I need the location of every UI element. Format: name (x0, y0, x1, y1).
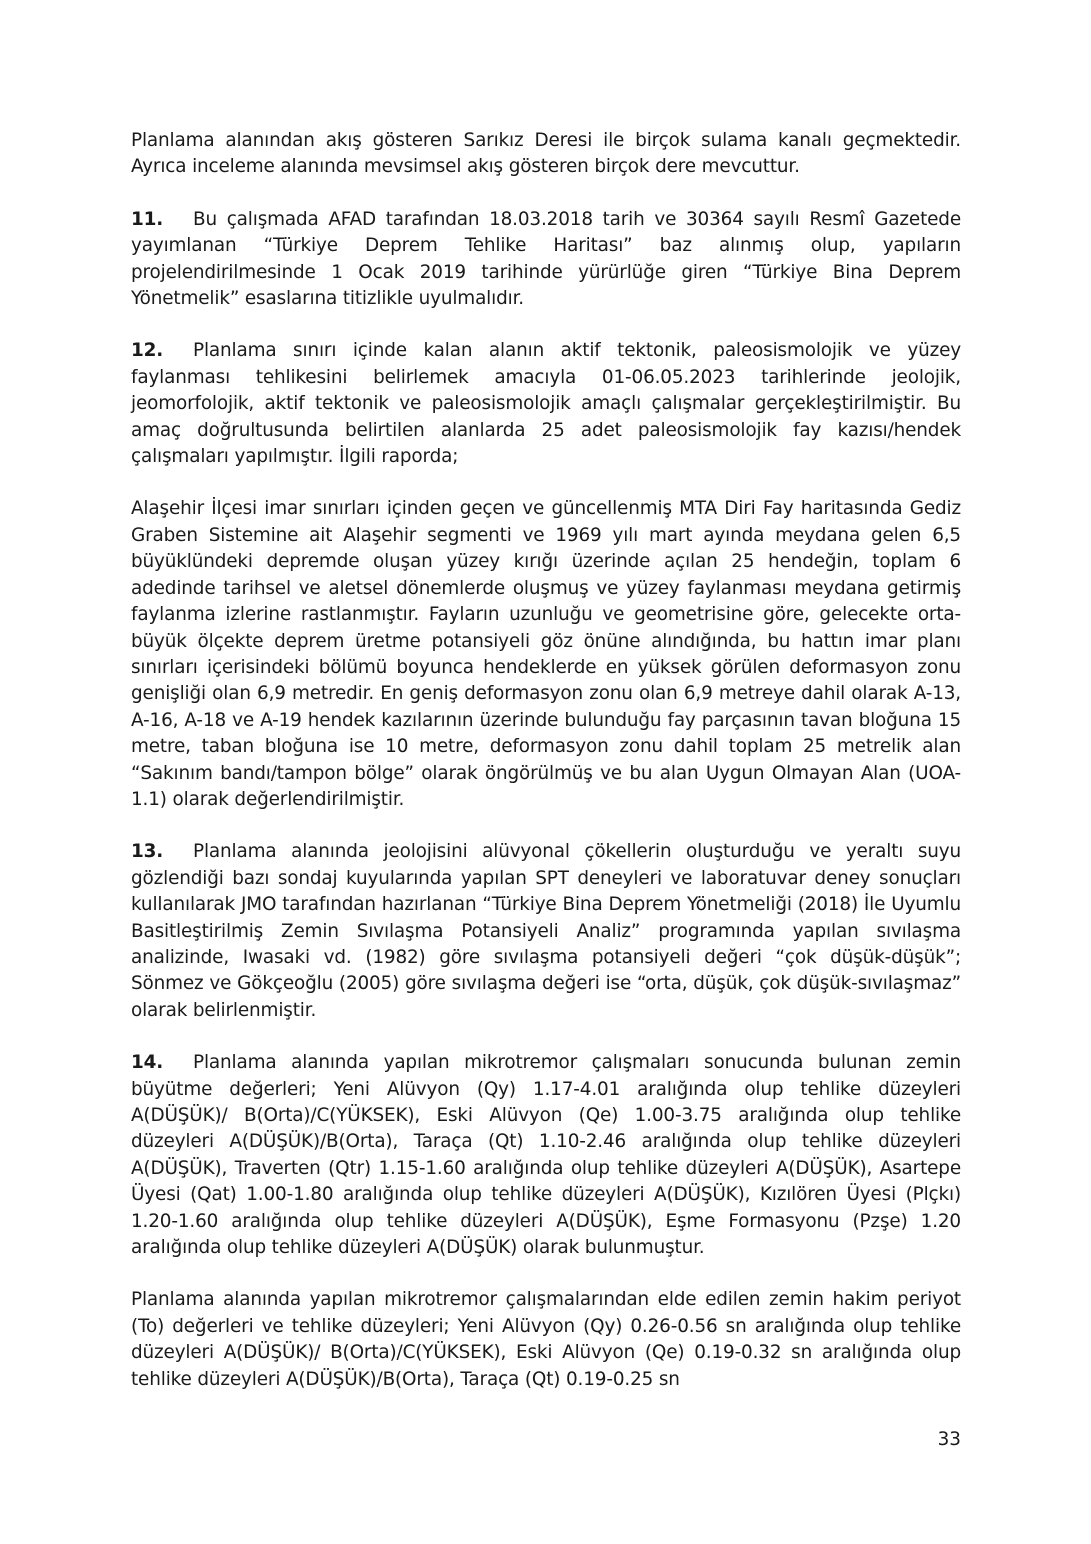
paragraph-14 (131, 1050, 961, 1261)
paragraph-number: 11. (131, 208, 164, 230)
page-number: 33 (937, 1429, 961, 1450)
paragraph-intro (131, 128, 961, 181)
paragraph-text: Planlama alanından akış gösteren Sarıkız Deresi ile birçok sulama kanalı geçmektedir. Ayrıca inceleme alanında mevsimsel akış gösteren birçok dere mevcuttur. (131, 130, 961, 178)
paragraph-number: 13. (131, 841, 164, 863)
paragraph-text: Planlama sınırı içinde kalan alanın aktif tektonik, paleosismolojik ve yüzey faylanması tehlikesini belirlemek amacıyla 01-06.05.2023 tarihlerinde jeolojik, jeomorfolojik, aktif tektonik ve paleosismolojik amaçlı çalışmalar gerçekleştirilmiştir. Bu amaç doğrultusunda belirtilen alanlarda 25 adet paleosismolojik fay kazısı/hendek çalışmaları yapılmıştır. İlgili raporda; (131, 340, 961, 468)
document-body (131, 128, 961, 1419)
paragraph-text: Planlama alanında jeolojisini alüvyonal çökellerin oluşturduğu ve yeraltı suyu gözlendiği bazı sondaj kuyularında yapılan SPT deneyleri ve laboratuvar deney sonuçları kullanılarak JMO tarafından hazırlanan “Türkiye Bina Deprem Yönetmeliği (2018) İle Uyumlu Basitleştirilmiş Zemin Sıvılaşma Potansiyeli Analiz” programında yapılan sıvılaşma analizinde, Iwasaki vd. (1982) göre sıvılaşma potansiyeli değeri “çok düşük-düşük”; Sönmez ve Gökçeoğlu (2005) göre sıvılaşma değeri ise “orta, düşük, çok düşük-sıvılaşmaz” olarak belirlenmiştir. (131, 841, 961, 1021)
paragraph-text: Planlama alanında yapılan mikrotremor çalışmaları sonucunda bulunan zemin büyütme değerleri; Yeni Alüvyon (Qy) 1.17-4.01 aralığında olup tehlike düzeyleri A(DÜŞÜK)/ B(Orta)/C(YÜKSEK), Eski Alüvyon (Qe) 1.00-3.75 aralığında olup tehlike düzeyleri A(DÜŞÜK)/B(Orta), Taraça (Qt) 1.10-2.46 aralığında olup tehlike düzeyleri A(DÜŞÜK), Traverten (Qtr) 1.15-1.60 aralığında olup tehlike düzeyleri A(DÜŞÜK), Asartepe Üyesi (Qat) 1.00-1.80 aralığında olup tehlike düzeyleri A(DÜŞÜK), Kızılören Üyesi (Plçkı) 1.20-1.60 aralığında olup tehlike düzeyleri A(DÜŞÜK), Eşme Formasyonu (Pzşe) 1.20 aralığında olup tehlike düzeyleri A(DÜŞÜK) olarak bulunmuştur. (131, 1052, 961, 1259)
paragraph-12 (131, 338, 961, 470)
paragraph-text: Alaşehir İlçesi imar sınırları içinden geçen ve güncellenmiş MTA Diri Fay haritasında Gediz Graben Sistemine ait Alaşehir segmenti ve 1969 yılı mart ayında meydana gelen 6,5 büyüklündeki depremde oluşan yüzey kırığı üzerinde açılan 25 hendeğin, toplam 6 adedinde tarihsel ve aletsel dönemlerde oluşmuş ve yüzey faylanması meydana getirmiş faylanma izlerine rastlanmıştır. Fayların uzunluğu ve geometrisine göre, gelecekte orta-büyük ölçekte deprem üretme potansiyeli göz önüne alındığında, bu hattın imar planı sınırları içerisindeki bölümü boyunca hendeklerde en yüksek görülen deformasyon zonu genişliği olan 6,9 metredir. En geniş deformasyon zonu olan 6,9 metreye dahil olarak A-13, A-16, A-18 ve A-19 hendek kazılarının üzerinde bulunduğu fay parçasının tavan bloğuna 15 metre, taban bloğuna ise 10 metre, deformasyon zonu dahil toplam 25 metrelik alan “Sakınım bandı/tampon bölge” olarak öngörülmüş ve bu alan Uygun Olmayan Alan (UOA-1.1) olarak değerlendirilmiştir. (131, 498, 961, 810)
paragraph-number: 14. (131, 1052, 164, 1074)
paragraph-text: Planlama alanında yapılan mikrotremor çalışmalarından elde edilen zemin hakim periyot (To) değerleri ve tehlike düzeyleri; Yeni Alüvyon (Qy) 0.26-0.56 sn aralığında olup tehlike düzeyleri A(DÜŞÜK)/ B(Orta)/C(YÜKSEK), Eski Alüvyon (Qe) 0.19-0.32 sn aralığında olup tehlike düzeyleri A(DÜŞÜK)/B(Orta), Taraça (Qt) 0.19-0.25 sn (131, 1289, 961, 1390)
paragraph-report-excerpt (131, 496, 961, 813)
paragraph-13 (131, 839, 961, 1024)
paragraph-11 (131, 207, 961, 313)
paragraph-text: Bu çalışmada AFAD tarafından 18.03.2018 tarih ve 30364 sayılı Resmî Gazetede yayımlanan “Türkiye Deprem Tehlike Haritası” baz alınmış olup, yapıların projelendirilmesinde 1 Ocak 2019 tarihinde yürürlüğe giren “Türkiye Bina Deprem Yönetmelik” esaslarına titizlikle uyulmalıdır. (131, 208, 961, 310)
paragraph-number: 12. (131, 340, 164, 362)
paragraph-period-values (131, 1287, 961, 1393)
